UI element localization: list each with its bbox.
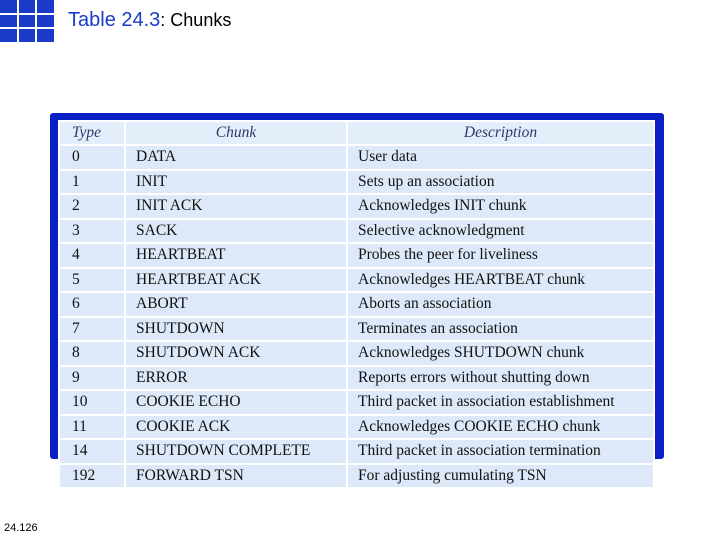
logo-cell [37,29,54,42]
cell-type: 0 [59,145,125,170]
cell-chunk: ABORT [125,292,347,317]
logo-grid [0,0,54,42]
table-row [59,292,654,317]
slide-title-suffix: : Chunks [160,10,232,30]
cell-description: Acknowledges INIT chunk [347,194,654,219]
table-row [59,366,654,391]
cell-description: Aborts an association [347,292,654,317]
cell-description: Selective acknowledgment [347,219,654,244]
cell-chunk: SACK [125,219,347,244]
table-row [59,219,654,244]
cell-type: 2 [59,194,125,219]
header-type: Type [59,121,125,145]
logo-cell [0,15,17,28]
header-chunk: Chunk [125,121,347,145]
cell-chunk: INIT ACK [125,194,347,219]
cell-chunk: SHUTDOWN [125,317,347,342]
table-row [59,268,654,293]
cell-type: 9 [59,366,125,391]
cell-type: 192 [59,464,125,489]
logo-cell [37,15,54,28]
cell-chunk: COOKIE ACK [125,415,347,440]
chunks-table [58,120,655,489]
table-row [59,145,654,170]
cell-chunk: INIT [125,170,347,195]
logo-cell [37,0,54,13]
cell-description: Acknowledges HEARTBEAT chunk [347,268,654,293]
cell-type: 6 [59,292,125,317]
logo-cell [0,0,17,13]
cell-description: Acknowledges COOKIE ECHO chunk [347,415,654,440]
cell-type: 4 [59,243,125,268]
cell-type: 7 [59,317,125,342]
cell-chunk: DATA [125,145,347,170]
cell-description: Acknowledges SHUTDOWN chunk [347,341,654,366]
slide-title-prefix: Table 24.3 [68,9,161,31]
cell-chunk: HEARTBEAT ACK [125,268,347,293]
cell-chunk: HEARTBEAT [125,243,347,268]
logo-cell [0,29,17,42]
logo-cell [19,0,36,13]
cell-description: For adjusting cumulating TSN [347,464,654,489]
cell-description: Sets up an association [347,170,654,195]
slide-title [68,9,231,32]
cell-chunk: ERROR [125,366,347,391]
cell-type: 11 [59,415,125,440]
cell-type: 8 [59,341,125,366]
logo-cell [19,29,36,42]
logo-cell [19,15,36,28]
table-row [59,390,654,415]
table-row [59,341,654,366]
table-row [59,439,654,464]
chunks-table-clip [58,120,655,484]
cell-chunk: FORWARD TSN [125,464,347,489]
page-number: 24.126 [4,522,38,534]
table-row [59,243,654,268]
chunks-table-frame [50,113,664,484]
table-header-row [59,121,654,145]
cell-chunk: COOKIE ECHO [125,390,347,415]
cell-type: 5 [59,268,125,293]
table-row [59,464,654,489]
cell-description: Third packet in association termination [347,439,654,464]
cell-description: Reports errors without shutting down [347,366,654,391]
cell-description: Terminates an association [347,317,654,342]
cell-type: 3 [59,219,125,244]
table-row [59,415,654,440]
cell-description: Third packet in association establishment [347,390,654,415]
table-row [59,194,654,219]
table-body [59,145,654,488]
header-description: Description [347,121,654,145]
cell-type: 14 [59,439,125,464]
cell-type: 10 [59,390,125,415]
cell-description: Probes the peer for liveliness [347,243,654,268]
cell-type: 1 [59,170,125,195]
cell-description: User data [347,145,654,170]
cell-chunk: SHUTDOWN ACK [125,341,347,366]
table-row [59,317,654,342]
table-row [59,170,654,195]
cell-chunk: SHUTDOWN COMPLETE [125,439,347,464]
